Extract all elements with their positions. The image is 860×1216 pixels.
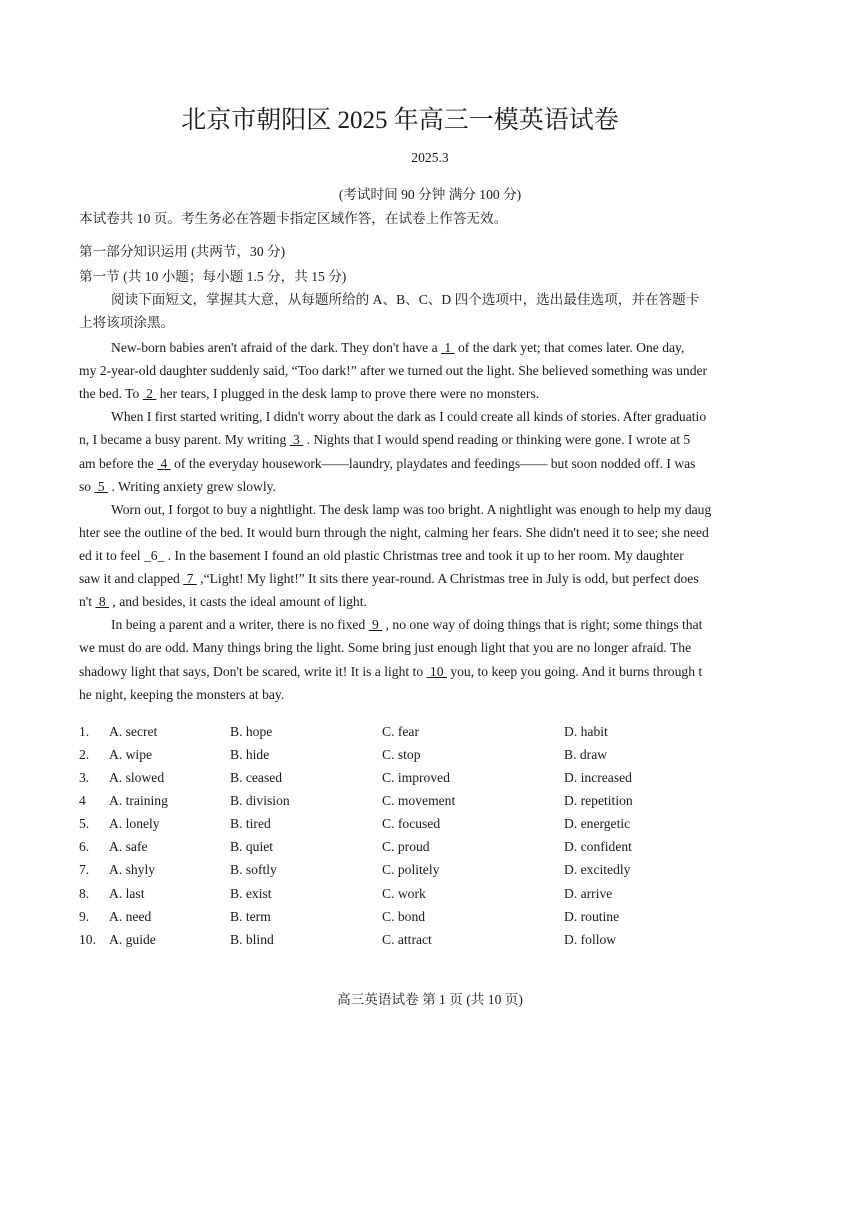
- page-footer: 高三英语试卷 第 1 页 (共 10 页): [337, 992, 523, 1007]
- option-a: A. training: [109, 793, 168, 808]
- exam-title: 北京市朝阳区 2025 年高三一模英语试卷: [181, 107, 619, 134]
- blank-8: 8: [95, 594, 110, 609]
- subsection-heading: 第一节 (共 10 小题；每小题 1.5 分，共 15 分): [79, 269, 347, 284]
- passage-line: New-born babies aren't afraid of the dark. They don't have a 1 of the dark yet; that comes later. One day,: [111, 340, 685, 355]
- option-d: D. increased: [564, 770, 632, 785]
- option-a: A. need: [109, 909, 152, 924]
- exam-instructions: 本试卷共 10 页。考生务必在答题卡指定区域作答，在试卷上作答无效。: [79, 211, 508, 226]
- option-b: B. tired: [230, 816, 271, 831]
- option-c: C. improved: [382, 770, 450, 785]
- question-number: 9.: [79, 909, 90, 924]
- option-row: [79, 909, 779, 927]
- passage-line: my 2-year-old daughter suddenly said, “Too dark!” after we turned out the light. She believed something was under: [79, 363, 708, 378]
- question-number: 8.: [79, 886, 90, 901]
- option-a: A. secret: [109, 724, 158, 739]
- option-d: B. draw: [564, 747, 608, 762]
- option-c: C. stop: [382, 747, 421, 762]
- option-d: D. follow: [564, 932, 617, 947]
- question-number: 10.: [79, 932, 96, 947]
- option-b: B. division: [230, 793, 290, 808]
- option-d: D. habit: [564, 724, 608, 739]
- blank-9: 9: [368, 617, 383, 632]
- passage-line: he night, keeping the monsters at bay.: [79, 687, 285, 702]
- passage-line: ed it to feel _6_ . In the basement I found an old plastic Christmas tree and took it up to her room. My daughter: [79, 548, 684, 563]
- option-a: A. lonely: [109, 816, 160, 831]
- blank-6: _6_: [143, 548, 165, 563]
- directions-line-2: 上将该项涂黑。: [79, 315, 175, 330]
- passage-line: am before the 4 of the everyday housework——laundry, playdates and feedings—— but soon nodded off. I was: [79, 456, 696, 471]
- passage-line: we must do are odd. Many things bring the light. Some bring just enough light that you are no longer afraid. The: [79, 640, 692, 655]
- option-c: C. politely: [382, 862, 440, 877]
- option-a: A. slowed: [109, 770, 165, 785]
- option-d: D. excitedly: [564, 862, 631, 877]
- passage-line: the bed. To 2 her tears, I plugged in the desk lamp to prove there were no monsters.: [79, 386, 540, 401]
- option-row: [79, 724, 779, 742]
- option-d: D. repetition: [564, 793, 633, 808]
- passage-line: In being a parent and a writer, there is no fixed 9 , no one way of doing things that is right; some things that: [111, 617, 703, 632]
- option-c: C. movement: [382, 793, 456, 808]
- option-d: D. energetic: [564, 816, 631, 831]
- option-row: [79, 770, 779, 788]
- option-d: D. routine: [564, 909, 620, 924]
- option-b: B. softly: [230, 862, 277, 877]
- option-row: [79, 747, 779, 765]
- blank-10: 10: [426, 664, 447, 679]
- option-c: C. proud: [382, 839, 430, 854]
- option-c: C. fear: [382, 724, 419, 739]
- passage-line: shadowy light that says, Don't be scared, write it! It is a light to 10 you, to keep you going. And it burns through t: [79, 664, 703, 679]
- blank-2: 2: [142, 386, 157, 401]
- option-b: B. exist: [230, 886, 272, 901]
- question-number: 7.: [79, 862, 90, 877]
- option-a: A. wipe: [109, 747, 153, 762]
- option-row: [79, 839, 779, 857]
- option-row: [79, 932, 779, 950]
- blank-4: 4: [157, 456, 171, 471]
- option-d: D. arrive: [564, 886, 613, 901]
- blank-3: 3: [289, 432, 304, 447]
- question-number: 6.: [79, 839, 90, 854]
- option-a: A. safe: [109, 839, 148, 854]
- exam-date: 2025.3: [411, 150, 449, 165]
- blank-1: 1: [441, 340, 455, 355]
- option-row: [79, 862, 779, 880]
- blank-5: 5: [94, 479, 109, 494]
- option-b: B. ceased: [230, 770, 283, 785]
- passage-line: Worn out, I forgot to buy a nightlight. The desk lamp was too bright. A nightlight was enough to help my daug: [111, 502, 712, 517]
- part-heading: 第一部分知识运用 (共两节，30 分): [79, 244, 286, 259]
- passage-line: so 5 . Writing anxiety grew slowly.: [79, 479, 276, 494]
- question-number: 3.: [79, 770, 90, 785]
- question-number: 2.: [79, 747, 90, 762]
- passage-line: hter see the outline of the bed. It would burn through the night, calming her fears. She didn't need it to see; she need: [79, 525, 709, 540]
- option-c: C. bond: [382, 909, 426, 924]
- option-c: C. attract: [382, 932, 432, 947]
- option-row: [79, 816, 779, 834]
- directions-line-1: 阅读下面短文，掌握其大意，从每题所给的 A、B、C、D 四个选项中，选出最佳选项，并在答题卡: [111, 292, 700, 307]
- passage-line: saw it and clapped 7 ,“Light! My light!” It sits there year-round. A Christmas tree in July is odd, but perfect does: [79, 571, 699, 586]
- exam-info: (考试时间 90 分钟 满分 100 分): [338, 187, 522, 202]
- question-number: 4: [79, 793, 86, 808]
- option-a: A. guide: [109, 932, 156, 947]
- option-c: C. work: [382, 886, 426, 901]
- option-a: A. last: [109, 886, 145, 901]
- option-b: B. hide: [230, 747, 270, 762]
- passage-line: When I first started writing, I didn't worry about the dark as I could create all kinds of stories. After graduatio: [111, 409, 707, 424]
- option-b: B. blind: [230, 932, 274, 947]
- blank-7: 7: [183, 571, 197, 586]
- option-a: A. shyly: [109, 862, 156, 877]
- passage-line: n, I became a busy parent. My writing 3 . Nights that I would spend reading or thinking were gone. I wrote at 5: [79, 432, 691, 447]
- passage-line: n't 8 , and besides, it casts the ideal amount of light.: [79, 594, 367, 609]
- option-b: B. quiet: [230, 839, 274, 854]
- question-number: 5.: [79, 816, 90, 831]
- option-row: [79, 793, 779, 811]
- option-d: D. confident: [564, 839, 632, 854]
- option-c: C. focused: [382, 816, 441, 831]
- option-b: B. term: [230, 909, 271, 924]
- option-row: [79, 886, 779, 904]
- option-b: B. hope: [230, 724, 273, 739]
- question-number: 1.: [79, 724, 90, 739]
